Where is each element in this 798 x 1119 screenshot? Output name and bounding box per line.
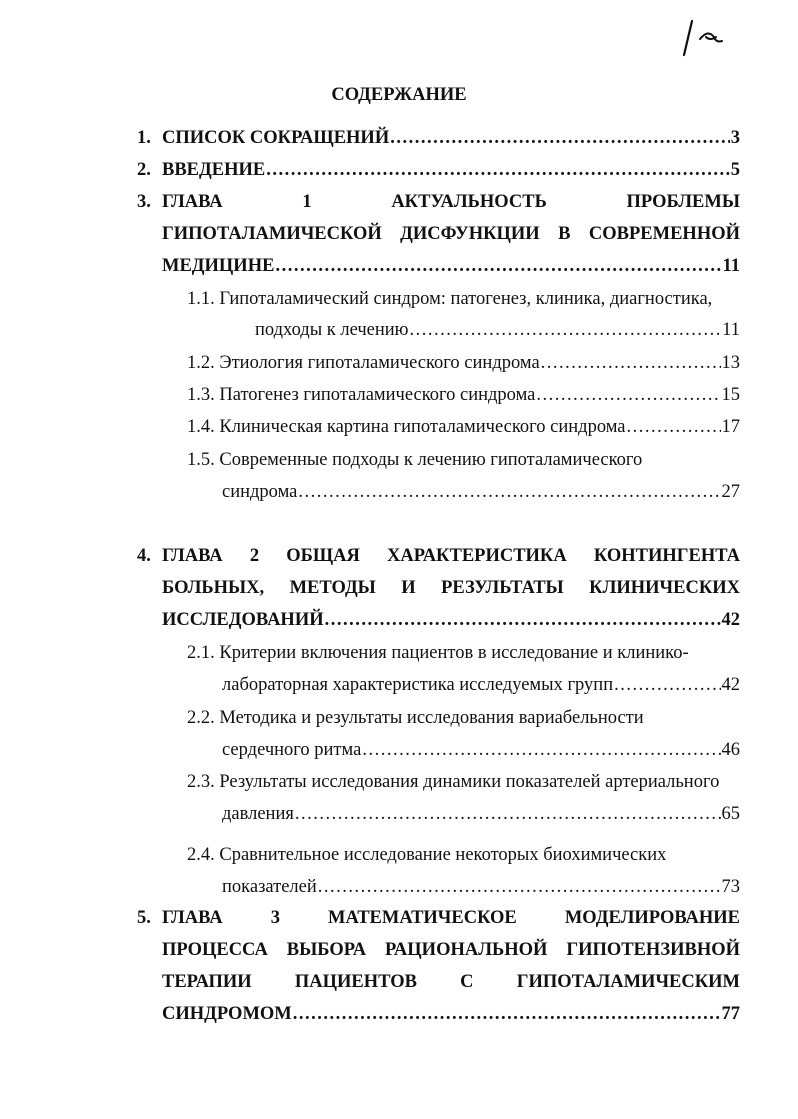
subentry-number: 1.5. — [187, 450, 215, 470]
dot-leader — [614, 672, 720, 698]
subentry-title: Гипоталамический синдром: патогенез, клиника, диагностика, — [219, 289, 713, 309]
subentry-number: 2.3. — [187, 772, 215, 792]
entry-title: показателей — [222, 877, 317, 897]
entry-title: сердечного ритма — [222, 740, 362, 760]
page-number: 77 — [721, 1004, 740, 1024]
toc-entry-chapter-3[interactable] — [162, 1001, 740, 1027]
dot-leader — [293, 1001, 721, 1027]
page-number: 17 — [721, 417, 740, 437]
dot-leader — [627, 414, 721, 440]
toc-subentry-1-5[interactable] — [222, 479, 740, 505]
entry-number: 5. — [137, 908, 151, 928]
dot-leader — [362, 737, 720, 763]
page-number: 42 — [721, 675, 740, 695]
page-number: 15 — [721, 385, 740, 405]
subentry-title-line[interactable] — [187, 640, 689, 666]
toc-subentry-2-3[interactable] — [222, 801, 740, 827]
entry-title: СПИСОК СОКРАЩЕНИЙ — [162, 128, 390, 148]
entry-title: МЕДИЦИНЕ — [162, 256, 275, 276]
toc-entry-chapter-1[interactable] — [162, 253, 740, 279]
entry-title: ВВЕДЕНИЕ — [162, 160, 266, 180]
page-number: 3 — [730, 128, 740, 148]
entry-title-line[interactable]: ТЕРАПИИ ПАЦИЕНТОВ С ГИПОТАЛАМИЧЕСКИМ — [162, 972, 740, 992]
subentry-number: 1.4. — [187, 417, 215, 437]
entry-title-line[interactable]: ПРОЦЕССА ВЫБОРА РАЦИОНАЛЬНОЙ ГИПОТЕНЗИВНОЙ — [162, 940, 740, 960]
subentry-title-line[interactable] — [187, 286, 712, 312]
subentry-title-line[interactable] — [187, 842, 666, 868]
toc-subentry-1-3[interactable] — [187, 382, 740, 408]
dot-leader — [295, 801, 721, 827]
dot-leader — [298, 479, 720, 505]
entry-title: Патогенез гипоталамического синдрома — [219, 385, 536, 405]
subentry-title: Результаты исследования динамики показателей артериального — [219, 772, 720, 792]
subentry-title: Критерии включения пациентов в исследование и клинико- — [219, 643, 689, 663]
subentry-title-line[interactable] — [187, 769, 719, 795]
entry-title-line[interactable]: ГЛАВА 2 ОБЩАЯ ХАРАКТЕРИСТИКА КОНТИНГЕНТА — [162, 546, 740, 566]
entry-title-line[interactable]: БОЛЬНЫХ, МЕТОДЫ И РЕЗУЛЬТАТЫ КЛИНИЧЕСКИХ — [162, 578, 740, 598]
toc-title: СОДЕРЖАНИЕ — [331, 85, 467, 105]
entry-number: 1. — [137, 128, 151, 148]
page-number: 65 — [721, 804, 740, 824]
toc-subentry-1-1[interactable] — [255, 317, 740, 343]
toc-entry-chapter-2[interactable] — [162, 607, 740, 633]
toc-subentry-2-1[interactable] — [222, 672, 740, 698]
entry-title: подходы к лечению — [255, 320, 409, 340]
page-number: 5 — [730, 160, 740, 180]
page-number: 42 — [721, 610, 740, 630]
subentry-title-line[interactable] — [187, 447, 642, 473]
entry-title: Клиническая картина гипоталамического синдрома — [219, 417, 626, 437]
subentry-number: 2.2. — [187, 708, 215, 728]
toc-subentry-1-4[interactable] — [187, 414, 740, 440]
subentry-title-line[interactable] — [187, 705, 644, 731]
dot-leader — [390, 125, 730, 151]
dot-leader — [410, 317, 722, 343]
subentry-number: 2.1. — [187, 643, 215, 663]
entry-title-line[interactable]: ГЛАВА 3 МАТЕМАТИЧЕСКОЕ МОДЕЛИРОВАНИЕ — [162, 908, 740, 928]
subentry-number: 1.1. — [187, 289, 215, 309]
page-number: 11 — [722, 320, 740, 340]
subentry-number: 1.2. — [187, 353, 215, 373]
toc-subentry-2-2[interactable] — [222, 737, 740, 763]
entry-title-line[interactable]: ГИПОТАЛАМИЧЕСКОЙ ДИСФУНКЦИИ В СОВРЕМЕННОЙ — [162, 224, 740, 244]
subentry-title: Современные подходы к лечению гипоталамического — [219, 450, 643, 470]
entry-number: 2. — [137, 160, 151, 180]
subentry-number: 2.4. — [187, 845, 215, 865]
dot-leader — [275, 253, 721, 279]
toc-entry-introduction[interactable] — [162, 157, 740, 183]
dot-leader — [541, 350, 721, 376]
page-number: 73 — [721, 877, 740, 897]
entry-title: лабораторная характеристика исследуемых групп — [222, 675, 614, 695]
page-number: 13 — [721, 353, 740, 373]
dot-leader — [536, 382, 720, 408]
toc-subentry-1-2[interactable] — [187, 350, 740, 376]
entry-title: Этиология гипоталамического синдрома — [219, 353, 540, 373]
entry-number: 3. — [137, 192, 151, 212]
dot-leader — [325, 607, 721, 633]
toc-entry-abbreviations[interactable] — [162, 125, 740, 151]
entry-title-line[interactable]: ГЛАВА 1 АКТУАЛЬНОСТЬ ПРОБЛЕМЫ — [162, 192, 740, 212]
entry-title: ИССЛЕДОВАНИЙ — [162, 610, 324, 630]
handwritten-page-mark — [670, 15, 740, 60]
entry-title: СИНДРОМОМ — [162, 1004, 292, 1024]
entry-title: давления — [222, 804, 294, 824]
page-number: 11 — [722, 256, 740, 276]
subentry-number: 1.3. — [187, 385, 215, 405]
subentry-title: Методика и результаты исследования вариабельности — [219, 708, 644, 728]
entry-number: 4. — [137, 546, 151, 566]
page-number: 46 — [721, 740, 740, 760]
dot-leader — [318, 874, 721, 900]
page-number: 27 — [721, 482, 740, 502]
toc-subentry-2-4[interactable] — [222, 874, 740, 900]
dot-leader — [266, 157, 730, 183]
entry-title: синдрома — [222, 482, 298, 502]
subentry-title: Сравнительное исследование некоторых биохимических — [219, 845, 667, 865]
